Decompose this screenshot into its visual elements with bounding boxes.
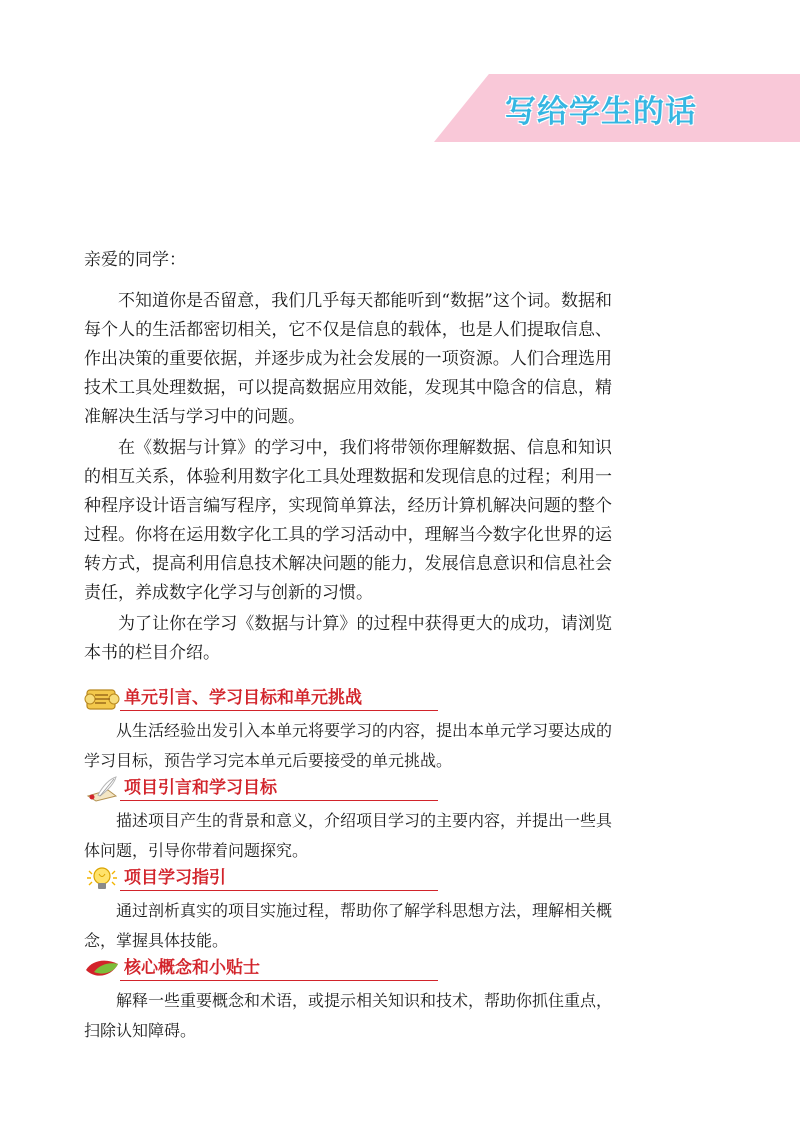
divider — [120, 980, 438, 981]
letter-paragraph: 为了让你在学习《数据与计算》的过程中获得更大的成功，请浏览本书的栏目介绍。 — [84, 614, 612, 663]
section-project-intro — [84, 776, 612, 866]
divider — [120, 710, 438, 711]
letter-paragraph: 不知道你是否留意，我们几乎每天都能听到“数据”这个词。数据和每个人的生活都密切相关，它不仅是信息的载体，也是人们提取信息、作出决策的重要依据，并逐步成为社会发展的一项资源。人们合理选用技术工具处理数据，可以提高数据应用效能，发现其中隐含的信息，精准解决生活与学习中的问题。 — [84, 291, 612, 427]
divider — [120, 800, 438, 801]
letter-paragraph: 在《数据与计算》的学习中，我们将带领你理解数据、信息和知识的相互关系，体验利用数字化工具处理数据和发现信息的过程；利用一种程序设计语言编写程序，实现简单算法，经历计算机解决问题的整个过程。你将在运用数字化工具的学习活动中，理解当今数字化世界的运转方式，提高利用信息技术解决问题的能力，发展信息意识和信息社会责任，养成数字化学习与创新的习惯。 — [84, 438, 612, 603]
section-title: 核心概念和小贴士 — [124, 958, 260, 978]
section-text: 描述项目产生的背景和意义，介绍项目学习的主要内容，并提出一些具体问题，引导你带着问题探究。 — [84, 811, 613, 860]
divider — [120, 890, 438, 891]
section-text: 解释一些重要概念和术语，或提示相关知识和技术，帮助你抓住重点，扫除认知障碍。 — [84, 991, 613, 1040]
section-text: 通过剖析真实的项目实施过程，帮助你了解学科思想方法，理解相关概念，掌握具体技能。 — [84, 901, 613, 950]
lightbulb-icon — [84, 866, 120, 892]
section-text: 从生活经验出发引入本单元将要学习的内容，提出本单元学习要达成的学习目标，预告学习完本单元后要接受的单元挑战。 — [84, 721, 613, 770]
section-core-concepts — [84, 956, 612, 1046]
letter-greeting: 亲爱的同学： — [84, 250, 186, 270]
section-title: 项目学习指引 — [124, 868, 226, 888]
section-title: 单元引言、学习目标和单元挑战 — [124, 688, 362, 708]
leaf-icon — [84, 956, 120, 982]
letter-body — [84, 246, 612, 670]
scroll-icon — [84, 686, 120, 712]
page-title: 写给学生的话 — [505, 94, 697, 130]
section-project-guide — [84, 866, 612, 956]
section-title: 项目引言和学习目标 — [124, 778, 277, 798]
quill-paper-icon — [84, 776, 120, 802]
section-unit-intro — [84, 686, 612, 776]
